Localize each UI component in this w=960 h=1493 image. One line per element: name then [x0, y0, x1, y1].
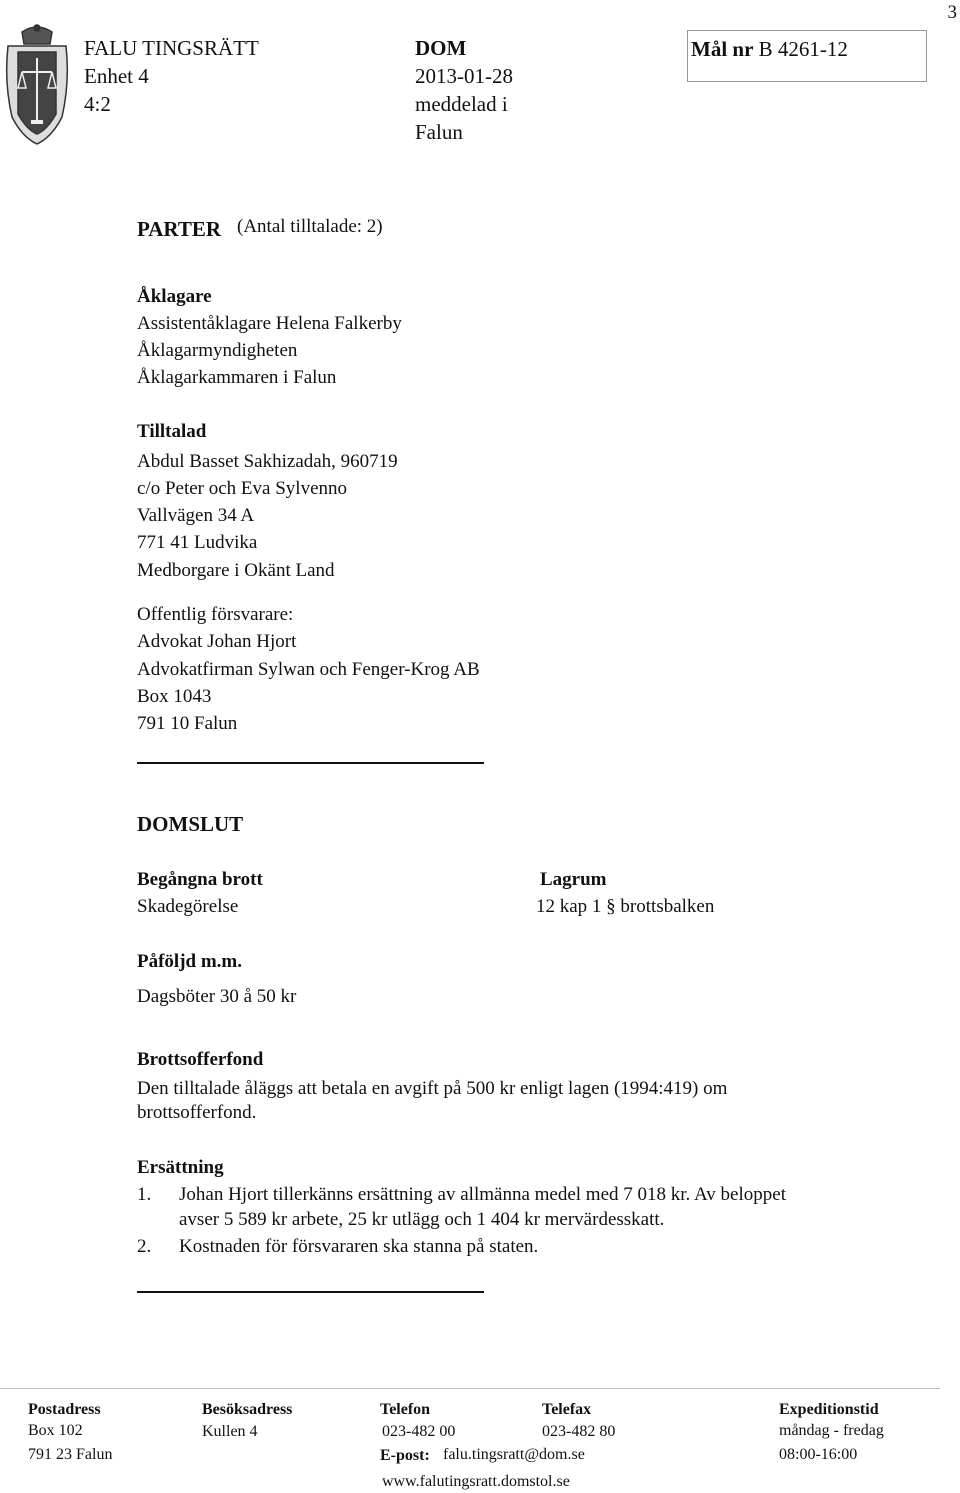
brottsofferfond-line: Den tilltalade åläggs att betala en avgift på 500 kr enligt lagen (1994:419) om: [137, 1078, 728, 1099]
brott-header: Begångna brott: [137, 869, 263, 890]
case-number-box: [687, 30, 927, 82]
footer-divider: [0, 1388, 940, 1389]
tilltalad-line: Vallvägen 34 A: [137, 505, 255, 526]
tilltalad-line: Medborgare i Okänt Land: [137, 560, 335, 581]
footer-epost-label: E-post:: [380, 1447, 430, 1464]
lagrum-value: 12 kap 1 § brottsbalken: [536, 896, 715, 917]
footer-telefax-label: Telefax: [542, 1401, 592, 1418]
ersattning-title: Ersättning: [137, 1157, 224, 1178]
footer-postadress-label: Postadress: [28, 1401, 101, 1418]
court-name-block: [84, 34, 259, 118]
lagrum-header: Lagrum: [540, 869, 607, 890]
footer-expeditionstid-line: måndag - fredag: [779, 1422, 884, 1439]
page-number: 3: [947, 2, 957, 23]
footer-expeditionstid-label: Expeditionstid: [779, 1401, 879, 1418]
document-type-block: [415, 34, 513, 146]
document-type: DOM: [415, 36, 467, 60]
footer-telefon-label: Telefon: [380, 1401, 431, 1418]
tilltalad-title: Tilltalad: [137, 421, 207, 442]
footer-besoksadress-label: Besöksadress: [202, 1401, 293, 1418]
case-number: B 4261-12: [758, 37, 848, 61]
case-label: Mål nr: [691, 37, 754, 61]
footer-telefax: 023-482 80: [542, 1423, 616, 1440]
section-divider: [137, 1291, 484, 1293]
aklagare-line: Assistentåklagare Helena Falkerby: [137, 313, 402, 334]
footer-expeditionstid-line: 08:00-16:00: [779, 1446, 858, 1463]
list-item-line: Kostnaden för försvararen ska stanna på staten.: [179, 1236, 539, 1257]
parter-count: (Antal tilltalade: 2): [237, 216, 383, 237]
list-item-line: Johan Hjort tillerkänns ersättning av allmänna medel med 7 018 kr. Av beloppet: [179, 1184, 786, 1205]
forsvarare-line: Advokat Johan Hjort: [137, 631, 297, 652]
forsvarare-line: Offentlig försvarare:: [137, 604, 294, 625]
issued-label: meddelad i: [415, 92, 508, 116]
brott-value: Skadegörelse: [137, 896, 239, 917]
footer-telefon: 023-482 00: [382, 1423, 456, 1440]
footer-besoksadress: Kullen 4: [202, 1423, 258, 1440]
section-divider: [137, 762, 484, 764]
issued-place: Falun: [415, 120, 463, 144]
forsvarare-line: Advokatfirman Sylwan och Fenger-Krog AB: [137, 659, 480, 680]
court-division: 4:2: [84, 92, 111, 116]
forsvarare-line: Box 1043: [137, 686, 212, 707]
pafoljd-title: Påföljd m.m.: [137, 951, 243, 972]
list-item-number: 2.: [137, 1236, 152, 1257]
list-item-number: 1.: [137, 1184, 152, 1205]
parter-title: PARTER: [137, 217, 222, 241]
aklagare-line: Åklagarkammaren i Falun: [137, 367, 337, 388]
pafoljd-value: Dagsböter 30 å 50 kr: [137, 986, 297, 1007]
list-item-line: avser 5 589 kr arbete, 25 kr utlägg och 1 404 kr mervärdesskatt.: [179, 1209, 665, 1230]
aklagare-line: Åklagarmyndigheten: [137, 340, 298, 361]
footer-epost[interactable]: falu.tingsratt@dom.se: [443, 1446, 585, 1463]
court-name: FALU TINGSRÄTT: [84, 36, 259, 60]
forsvarare-line: 791 10 Falun: [137, 713, 238, 734]
court-crest-logo: [2, 22, 72, 146]
footer-website-link[interactable]: www.falutingsratt.domstol.se: [382, 1473, 570, 1490]
tilltalad-line: c/o Peter och Eva Sylvenno: [137, 478, 348, 499]
tilltalad-line: Abdul Basset Sakhizadah, 960719: [137, 451, 398, 472]
footer-postadress-line: Box 102: [28, 1422, 83, 1439]
brottsofferfond-line: brottsofferfond.: [137, 1102, 257, 1123]
document-date: 2013-01-28: [415, 64, 513, 88]
aklagare-title: Åklagare: [137, 286, 212, 307]
footer-postadress-line: 791 23 Falun: [28, 1446, 113, 1463]
brottsofferfond-title: Brottsofferfond: [137, 1049, 264, 1070]
tilltalad-line: 771 41 Ludvika: [137, 532, 258, 553]
court-unit: Enhet 4: [84, 64, 149, 88]
domslut-title: DOMSLUT: [137, 812, 244, 836]
